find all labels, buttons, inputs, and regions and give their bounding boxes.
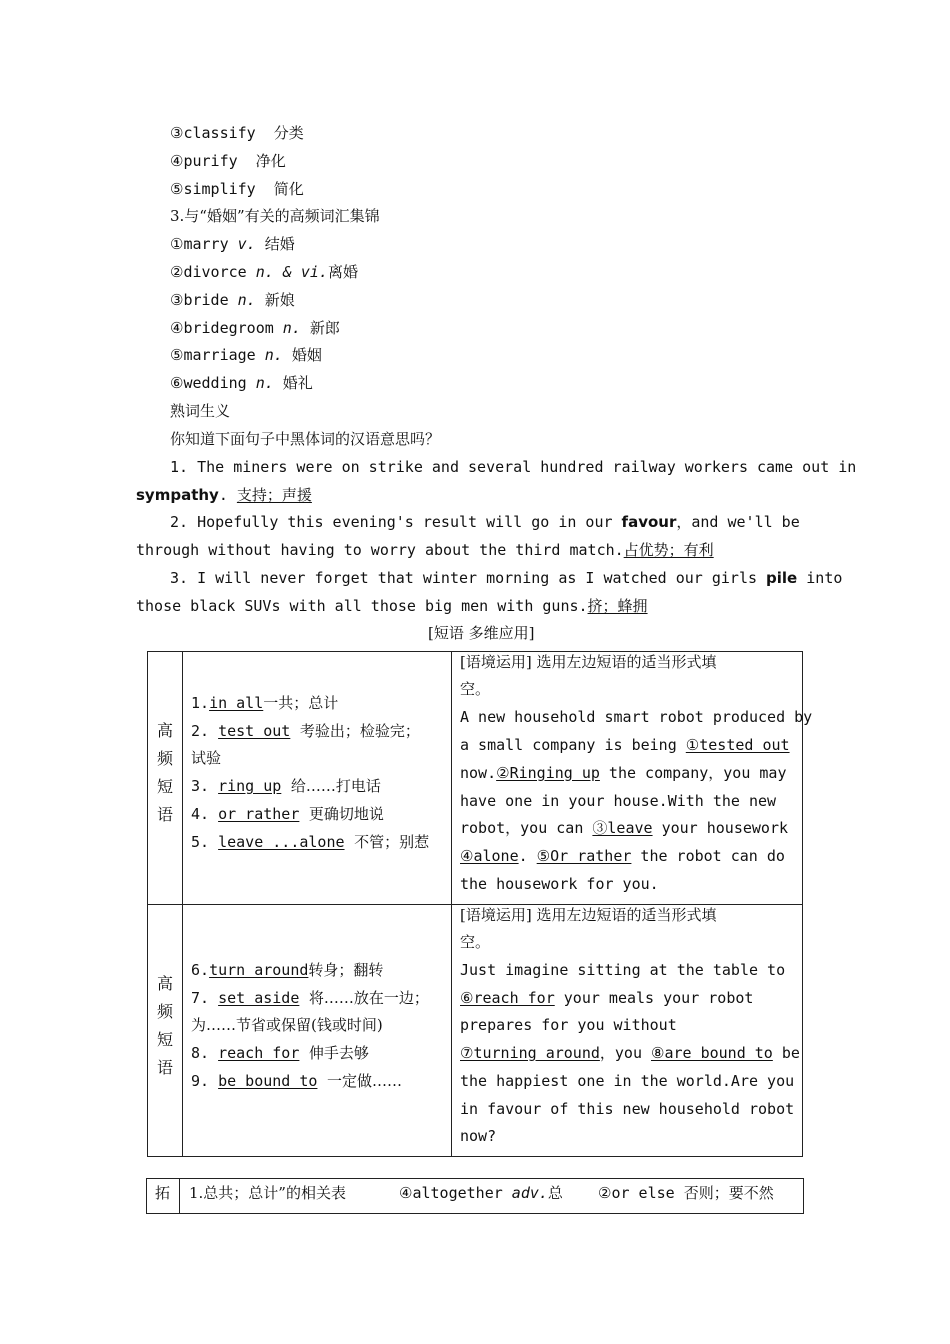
item-pos: n.	[282, 319, 301, 337]
answer-blank: ⑦turning around	[460, 1044, 600, 1062]
passage-line: the happiest one in the world.Are you	[460, 1072, 795, 1090]
item-pos: n.	[264, 346, 283, 364]
item-word: bridegroom	[183, 319, 274, 337]
extension-divider	[179, 1178, 180, 1214]
list-item	[170, 151, 286, 171]
sentence-1-line-2	[136, 485, 312, 505]
sentence-text: 3. I will never forget that winter morning as I watched our girls	[170, 569, 767, 587]
item-number: ①	[170, 235, 184, 253]
item-meaning: 简化	[273, 180, 304, 198]
phrase-meaning: 考验出；检验完；	[290, 722, 420, 740]
phrase-item	[191, 832, 429, 852]
list-item	[170, 290, 295, 310]
answer-text: 支持；声援	[236, 486, 312, 504]
passage-text: now.	[460, 764, 497, 782]
phrase-item	[191, 693, 338, 713]
bold-word: sympathy	[136, 486, 219, 504]
list-item	[170, 262, 358, 282]
passage-line: in favour of this new household robot	[460, 1100, 795, 1118]
list-item	[170, 123, 304, 143]
phrase-text: be bound to	[218, 1072, 318, 1090]
passage-line	[460, 763, 786, 783]
extension-pos: adv.	[511, 1184, 548, 1202]
phrase-meaning: 转身；翻转	[308, 961, 384, 979]
passage-text: your housework	[652, 819, 789, 837]
passage-line	[460, 846, 785, 866]
side-char: 短	[156, 1030, 173, 1049]
answer-blank: ②Ringing up	[496, 764, 600, 782]
passage-line: prepares for you without	[460, 1016, 677, 1034]
side-char: 语	[156, 1058, 173, 1077]
phrase-text: turn around	[209, 961, 309, 979]
phrase-item	[191, 1071, 402, 1091]
list-item	[170, 234, 295, 254]
item-number: ②	[170, 263, 184, 281]
phrase-text: ring up	[218, 777, 282, 795]
context-instruction: 空。	[460, 933, 491, 951]
sentence-text: those black SUVs with all those big men with guns.	[136, 597, 588, 615]
phrase-number: 2.	[191, 722, 219, 740]
phrase-item	[191, 1043, 369, 1063]
phrase-text: or rather	[218, 805, 300, 823]
answer-text: 占优势；有利	[623, 541, 714, 559]
section-question: 你知道下面句子中黑体词的汉语意思吗？	[170, 430, 441, 448]
list-item	[170, 318, 340, 338]
passage-text: the robot can do	[631, 847, 785, 865]
answer-text: 挤；蜂拥	[587, 597, 648, 615]
answer-blank: ④alone	[460, 847, 519, 865]
side-char: 频	[156, 749, 173, 768]
item-number: ④	[170, 319, 184, 337]
phrase-number: 6.	[191, 961, 210, 979]
item-word: marry	[183, 235, 229, 253]
sentence-text: through without having to worry about the third match.	[136, 541, 624, 559]
passage-text: ，you	[599, 1044, 652, 1062]
phrase-item	[191, 960, 383, 980]
item-number: ④	[170, 152, 184, 170]
item-number: ⑤	[170, 180, 184, 198]
item-meaning: 净化	[255, 152, 286, 170]
passage-text: the company，you may	[599, 764, 787, 782]
answer-blank: ⑤Or rather	[536, 847, 632, 865]
item-word: purify	[183, 152, 238, 170]
item-pos: v.	[237, 235, 256, 253]
item-meaning: 结婚	[264, 235, 295, 253]
extension-word: ④altogether	[399, 1184, 512, 1202]
side-label	[148, 970, 182, 1082]
extension-label: 拓	[155, 1184, 171, 1202]
passage-text: .	[518, 847, 537, 865]
phrase-item-continued: 为……节省或保留(钱或时间)	[191, 1016, 383, 1034]
item-word: wedding	[183, 374, 247, 392]
phrase-text: test out	[218, 722, 291, 740]
section-heading: 熟词生义	[170, 402, 231, 420]
extension-text: ②or else 否则；要不然	[598, 1184, 774, 1202]
passage-line: the housework for you.	[460, 875, 659, 893]
list-item	[170, 345, 322, 365]
item-number: ③	[170, 124, 184, 142]
passage-line: have one in your house.With the new	[460, 792, 777, 810]
passage-text: a small company is being	[460, 736, 686, 754]
sentence-text: 2. Hopefully this evening's result will go in our	[170, 513, 622, 531]
context-instruction: [语境运用] 选用左边短语的适当形式填	[460, 653, 717, 671]
passage-text: your meals your robot	[554, 989, 754, 1007]
passage-line	[460, 818, 788, 838]
answer-blank: ③leave	[592, 819, 653, 837]
sentence-2-line-1	[170, 512, 800, 532]
side-char: 语	[156, 805, 173, 824]
passage-line	[460, 735, 790, 755]
item-word: simplify	[183, 180, 256, 198]
item-number: ⑥	[170, 374, 184, 392]
extension-meaning: 总	[547, 1184, 563, 1202]
side-char: 频	[156, 1002, 173, 1021]
phrase-text: leave ...alone	[218, 833, 345, 851]
phrase-number: 9.	[191, 1072, 219, 1090]
extension-text	[399, 1183, 563, 1203]
phrase-number: 7.	[191, 989, 219, 1007]
side-label	[148, 717, 182, 829]
item-meaning: 婚礼	[282, 374, 313, 392]
item-word: marriage	[183, 346, 256, 364]
passage-line: now?	[460, 1127, 497, 1145]
passage-line: A new household smart robot produced by	[460, 708, 813, 726]
side-char: 高	[156, 974, 173, 993]
phrase-heading: [短语 多维应用]	[428, 624, 535, 642]
sentence-1-line-1: 1. The miners were on strike and several hundred railway workers came out in	[170, 458, 857, 476]
phrase-text: reach for	[218, 1044, 300, 1062]
item-meaning: 离婚	[327, 263, 358, 281]
passage-line	[460, 988, 753, 1008]
item-meaning: 分类	[273, 124, 304, 142]
phrase-item	[191, 721, 420, 741]
phrase-meaning: 伸手去够	[299, 1044, 369, 1062]
phrase-item	[191, 776, 381, 796]
phrase-item-continued: 试验	[191, 749, 222, 767]
passage-line: Just imagine sitting at the table to	[460, 961, 786, 979]
item-meaning: 婚姻	[291, 346, 322, 364]
phrase-meaning: 将……放在一边；	[299, 989, 429, 1007]
context-instruction: [语境运用] 选用左边短语的适当形式填	[460, 906, 717, 924]
item-meaning: 新郎	[309, 319, 340, 337]
phrase-number: 5.	[191, 833, 219, 851]
phrase-meaning: 更确切地说	[299, 805, 384, 823]
phrase-text: in all	[209, 694, 264, 712]
item-number: ⑤	[170, 346, 184, 364]
section-title: 3.与“婚姻”有关的高频词汇集锦	[170, 207, 380, 225]
sentence-3-line-2	[136, 596, 648, 616]
phrase-text: set aside	[218, 989, 300, 1007]
item-pos: n. & vi.	[255, 263, 328, 281]
sentence-text: .	[218, 486, 237, 504]
sentence-text: ，and we'll be	[676, 513, 800, 531]
item-number: ③	[170, 291, 184, 309]
phrase-meaning: 一共；总计	[263, 694, 339, 712]
list-item	[170, 179, 304, 199]
phrase-item	[191, 804, 384, 824]
phrase-number: 3.	[191, 777, 219, 795]
item-word: classify	[183, 124, 256, 142]
sentence-3-line-1	[170, 568, 842, 588]
phrase-meaning: 一定做……	[317, 1072, 402, 1090]
sentence-text: into	[797, 569, 843, 587]
side-char: 短	[156, 777, 173, 796]
context-instruction: 空。	[460, 680, 491, 698]
side-char: 高	[156, 721, 173, 740]
passage-text: be	[772, 1044, 800, 1062]
item-word: divorce	[183, 263, 247, 281]
answer-blank: ⑧are bound to	[651, 1044, 773, 1062]
item-pos: n.	[237, 291, 256, 309]
list-item	[170, 373, 313, 393]
item-pos: n.	[255, 374, 274, 392]
bold-word: pile	[766, 569, 798, 587]
phrase-meaning: 给……打电话	[281, 777, 381, 795]
phrase-number: 4.	[191, 805, 219, 823]
answer-blank: ⑥reach for	[460, 989, 555, 1007]
bold-word: favour	[621, 513, 677, 531]
sentence-2-line-2	[136, 540, 714, 560]
passage-text: robot，you can	[460, 819, 593, 837]
item-meaning: 新娘	[264, 291, 295, 309]
item-word: bride	[183, 291, 229, 309]
phrase-item	[191, 988, 429, 1008]
phrase-number: 1.	[191, 694, 210, 712]
extension-text: 1.总共；总计”的相关表	[189, 1184, 346, 1202]
phrase-meaning: 不管；别惹	[344, 833, 430, 851]
answer-blank: ①tested out	[685, 736, 790, 754]
passage-line	[460, 1043, 800, 1063]
phrase-number: 8.	[191, 1044, 219, 1062]
